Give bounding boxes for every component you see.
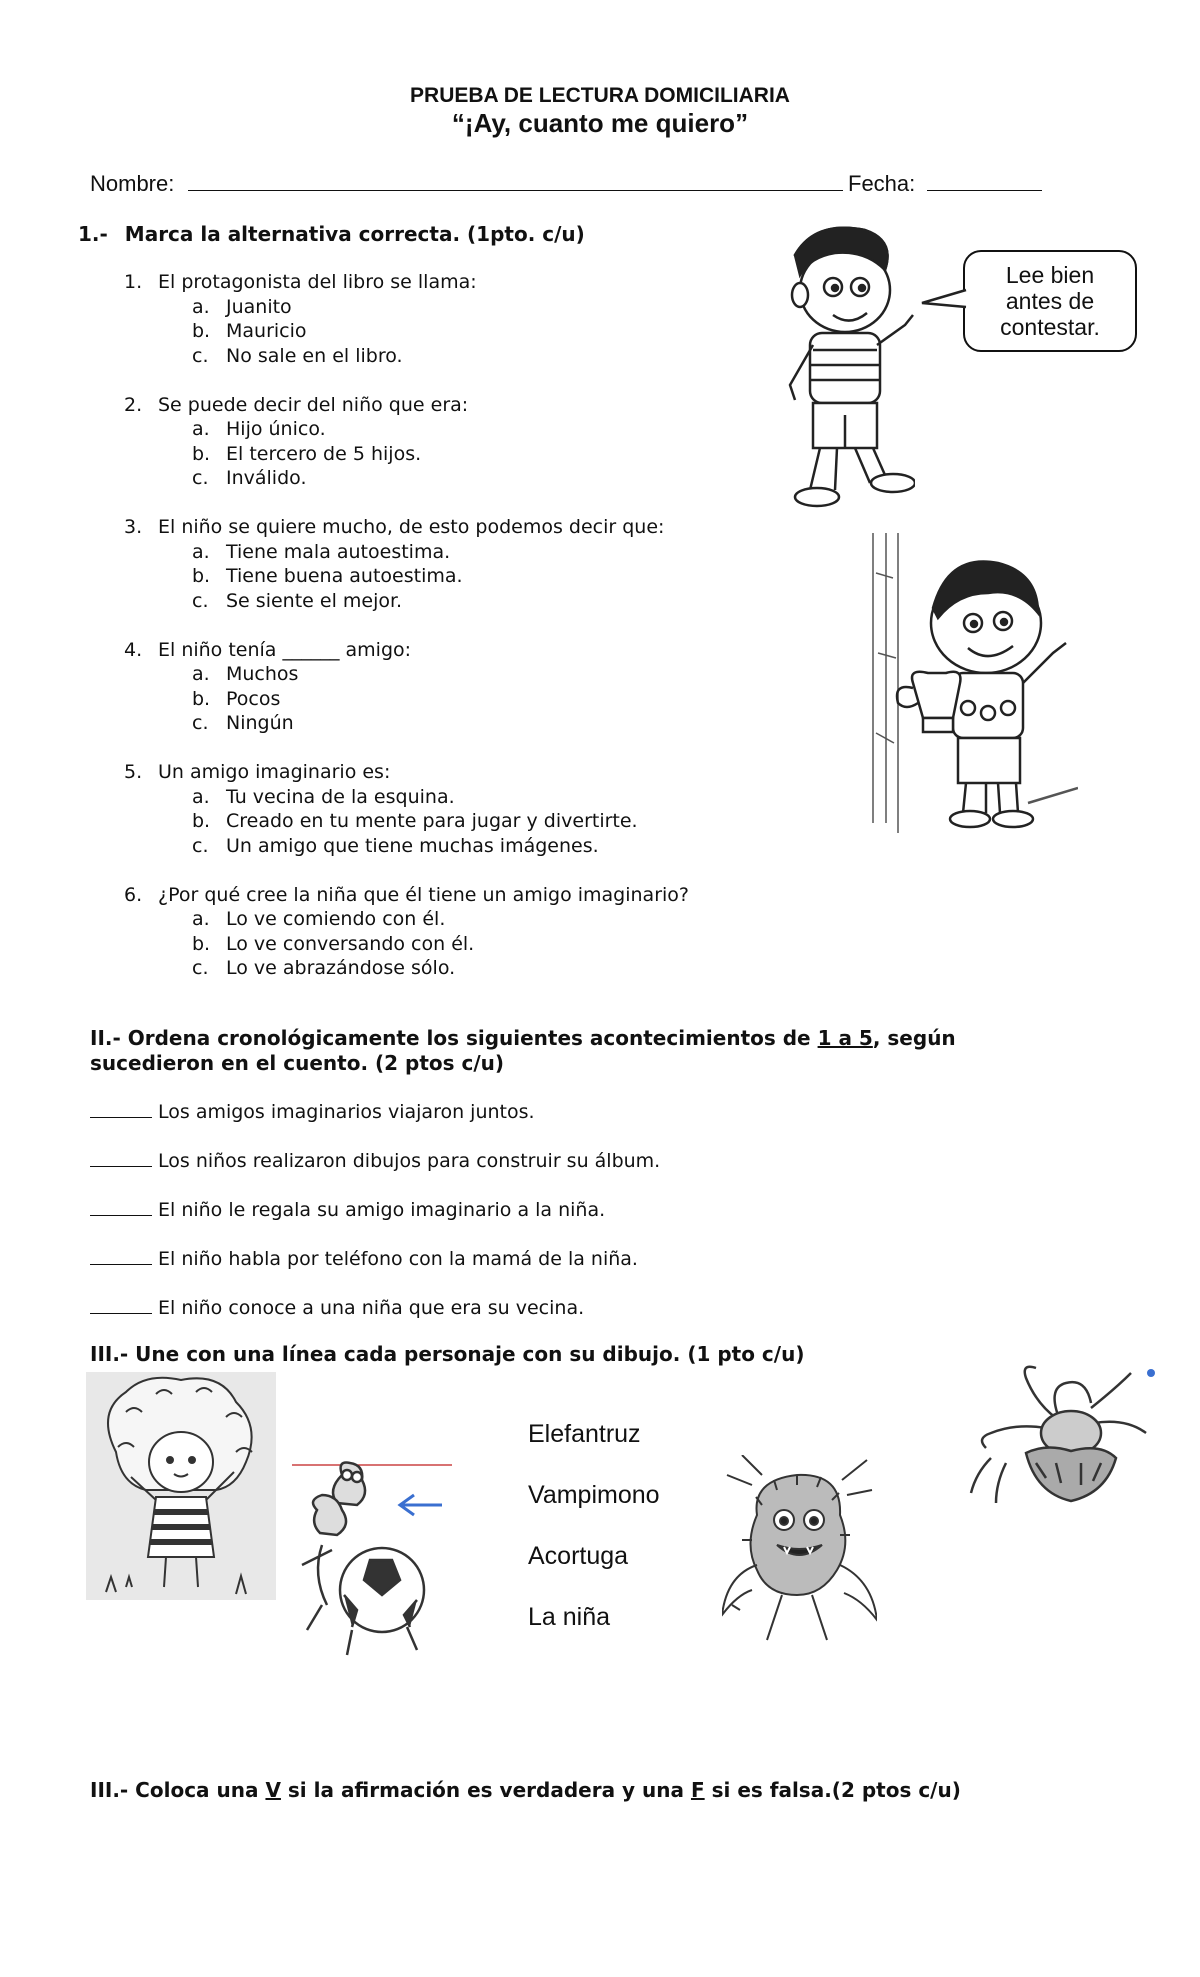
option-text: Tiene mala autoestima. [226,540,451,563]
section2-title-part1: II.- Ordena cronológicamente los siguientes acontecimientos de [90,1026,818,1050]
question-list [124,270,764,1005]
order-blank[interactable] [90,1264,152,1265]
section4-title-part3: si es falsa.(2 ptos c/u) [704,1778,961,1802]
option-text: Creado en tu mente para jugar y divertirte. [226,810,638,832]
question-text: Un amigo imaginario es: [158,761,391,783]
option-text: Tiene buena autoestima. [226,565,463,587]
order-blank[interactable] [90,1215,152,1216]
section4-v: V [265,1778,281,1802]
bubble-line-3: contestar. [1000,314,1100,340]
option-letter: b. [192,932,211,955]
option-letter: a. [192,418,210,440]
question-block [124,270,764,368]
order-item-text: El niño le regala su amigo imaginario a la niña. [158,1199,606,1221]
question-block [124,515,764,613]
question-stem [124,883,764,908]
character-name: Vampimono [528,1481,660,1509]
section1-title: Marca la alternativa correcta. (1pto. c/u) [124,222,585,246]
character-name: Elefantruz [528,1420,641,1448]
order-item [90,1296,660,1345]
section2-title-part2: , según [872,1026,956,1050]
option-letter: c. [192,467,209,489]
option-letter: a. [192,540,210,563]
section1-number: 1.- [78,222,108,246]
answer-option[interactable] [124,834,764,859]
question-text: El niño tenía ______ amigo: [158,638,412,661]
option-letter: a. [192,663,210,685]
option-text: Pocos [226,687,281,710]
section3-heading: III.- Une con una línea cada personaje con su dibujo. (1 pto c/u) [90,1342,805,1366]
name-field-row [90,171,843,197]
name-blank-line[interactable] [188,172,843,191]
option-letter: a. [192,295,210,318]
option-text: Inválido. [226,467,307,489]
answer-option[interactable] [124,711,764,736]
order-item-text: El niño conoce a una niña que era su vecina. [158,1297,585,1319]
bubble-tail-icon [920,285,970,315]
order-item [90,1149,660,1198]
option-letter: a. [192,785,210,808]
option-text: Se siente el mejor. [226,589,403,612]
option-letter: c. [192,344,209,367]
answer-option[interactable] [124,344,764,369]
option-text: Lo ve conversando con él. [226,932,475,955]
order-items [90,1100,660,1345]
boy-illustration-icon [755,215,915,515]
order-item [90,1100,660,1149]
answer-option[interactable] [124,417,764,442]
section4-title-part1: III.- Coloca una [90,1778,266,1802]
option-text: Lo ve comiendo con él. [226,908,446,930]
order-item-text: El niño habla por teléfono con la mamá de la niña. [158,1248,638,1270]
date-label: Fecha: [848,171,916,196]
question-text: El niño se quiere mucho, de esto podemos decir que: [158,516,665,538]
answer-option[interactable] [124,687,764,712]
section2-heading [90,1026,1090,1076]
question-block [124,883,764,981]
question-text: ¿Por qué cree la niña que él tiene un amigo imaginario? [158,883,689,906]
option-text: Mauricio [226,320,307,342]
question-number: 3. [124,516,143,538]
date-blank-line[interactable] [927,172,1042,191]
question-stem [124,760,764,785]
section1-heading [78,222,585,246]
answer-option[interactable] [124,809,764,834]
answer-option[interactable] [124,564,764,589]
question-number: 6. [124,883,143,906]
answer-option[interactable] [124,956,764,981]
answer-option[interactable] [124,932,764,957]
option-letter: b. [192,687,211,710]
bubble-line-1: Lee bien [1005,262,1095,288]
section2-title-line2: sucedieron en el cuento. (2 ptos c/u) [90,1051,505,1075]
answer-option[interactable] [124,319,764,344]
option-letter: b. [192,442,211,465]
option-letter: b. [192,565,211,587]
character-name: Acortuga [528,1542,629,1570]
question-stem [124,393,764,418]
question-stem [124,515,764,540]
question-stem [124,270,764,295]
question-stem [124,638,764,663]
question-block [124,638,764,736]
section2-range: 1 a 5 [817,1026,873,1050]
section4-title-part2: si la afirmación es verdadera y una [280,1778,691,1802]
soccer-creature-icon [292,1455,452,1660]
question-number: 2. [124,393,143,416]
option-letter: c. [192,589,209,612]
spider-creature-icon [966,1363,1156,1508]
question-block [124,393,764,491]
answer-option[interactable] [124,907,764,932]
option-text: Tu vecina de la esquina. [226,785,455,808]
option-text: Hijo único. [226,418,326,440]
question-number: 4. [124,638,143,661]
date-field-row [848,171,1042,197]
document-subtitle: “¡Ay, cuanto me quiero” [451,108,749,138]
question-text: El protagonista del libro se llama: [158,271,477,293]
question-number: 1. [124,271,143,293]
option-text: El tercero de 5 hijos. [226,442,422,465]
boy-with-trophy-icon [868,533,1078,833]
order-item-text: Los niños realizaron dibujos para construir su álbum. [158,1150,661,1172]
section4-heading [90,1778,961,1802]
furry-creature-icon [722,1455,877,1645]
order-item [90,1247,660,1296]
answer-option[interactable] [124,295,764,320]
name-label: Nombre: [90,171,175,196]
option-letter: b. [192,810,211,832]
answer-option[interactable] [124,589,764,614]
option-text: Muchos [226,663,299,685]
character-name: La niña [528,1603,611,1631]
option-letter: b. [192,320,211,342]
option-text: No sale en el libro. [226,344,403,367]
girl-illustration-icon [86,1372,276,1600]
answer-option[interactable] [124,442,764,467]
answer-option[interactable] [124,466,764,491]
option-text: Un amigo que tiene muchas imágenes. [226,834,599,857]
option-letter: c. [192,957,209,979]
option-letter: c. [192,834,209,857]
section4-f: F [690,1778,705,1802]
order-blank[interactable] [90,1166,152,1167]
question-text: Se puede decir del niño que era: [158,393,469,416]
option-text: Ningún [226,712,294,734]
order-item [90,1198,660,1247]
bubble-line-2: antes de [1005,288,1095,314]
option-text: Juanito [226,295,292,318]
answer-option[interactable] [124,785,764,810]
answer-option[interactable] [124,662,764,687]
option-text: Lo ve abrazándose sólo. [226,957,456,979]
character-names [528,1404,660,1648]
option-letter: c. [192,712,209,734]
document-title: PRUEBA DE LECTURA DOMICILIARIA [410,84,790,107]
order-blank[interactable] [90,1117,152,1118]
answer-option[interactable] [124,540,764,565]
order-blank[interactable] [90,1313,152,1314]
question-block [124,760,764,858]
option-letter: a. [192,908,210,930]
order-item-text: Los amigos imaginarios viajaron juntos. [158,1101,535,1123]
question-number: 5. [124,761,143,783]
speech-bubble [963,250,1137,352]
